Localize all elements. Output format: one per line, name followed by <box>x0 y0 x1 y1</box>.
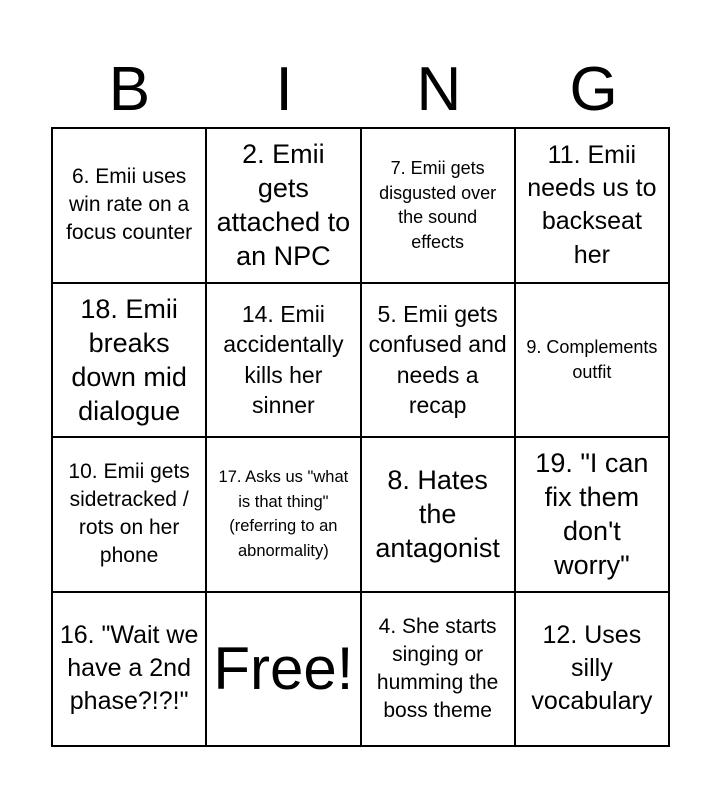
bingo-cell-r3c4[interactable] <box>515 437 669 592</box>
cell-text: 11. Emii needs us to backseat her <box>527 140 657 269</box>
cell-text: 12. Uses silly vocabulary <box>531 620 653 716</box>
bingo-header <box>52 52 671 128</box>
cell-text: 17. Asks us "what is that thing" (referring to an abnormality) <box>218 468 349 560</box>
bingo-cell-r4c3[interactable] <box>361 592 515 747</box>
bingo-cell-r1c2[interactable] <box>206 128 360 283</box>
cell-text: 6. Emii uses win rate on a focus counter <box>66 165 193 245</box>
cell-text: 7. Emii gets disgusted over the sound effects <box>379 158 497 252</box>
cell-text: 8. Hates the antagonist <box>375 465 500 564</box>
bingo-cell-r4c1[interactable] <box>52 592 206 747</box>
bingo-cell-r3c2[interactable] <box>206 437 360 592</box>
cell-text: 14. Emii accidentally kills her sinner <box>223 301 344 419</box>
cell-text: 9. Complements outfit <box>526 337 658 382</box>
header-letter-g: G <box>569 55 618 124</box>
cell-text: 10. Emii gets sidetracked / rots on her phone <box>68 460 190 568</box>
bingo-cell-r2c2[interactable] <box>206 283 360 438</box>
bingo-cell-r2c1[interactable] <box>52 283 206 438</box>
bingo-cell-r3c1[interactable] <box>52 437 206 592</box>
bingo-cell-r3c3[interactable] <box>361 437 515 592</box>
bingo-card-grid <box>51 127 670 747</box>
cell-text: 19. "I can fix them don't worry" <box>535 448 649 581</box>
bingo-cell-r1c3[interactable] <box>361 128 515 283</box>
bingo-cell-r1c4[interactable] <box>515 128 669 283</box>
bingo-cell-r2c3[interactable] <box>361 283 515 438</box>
bingo-cell-r4c4[interactable] <box>515 592 669 747</box>
bingo-cell-free[interactable] <box>206 592 360 747</box>
cell-text: 5. Emii gets confused and needs a recap <box>368 301 507 419</box>
cell-text: 18. Emii breaks down mid dialogue <box>71 293 187 426</box>
bingo-cell-r2c4[interactable] <box>515 283 669 438</box>
header-letter-n: N <box>416 55 462 124</box>
free-space-text: Free! <box>213 634 354 702</box>
header-letter-i: I <box>275 55 293 124</box>
bingo-cell-r1c1[interactable] <box>52 128 206 283</box>
cell-text: 4. She starts singing or humming the boss theme <box>376 614 499 722</box>
cell-text: 16. "Wait we have a 2nd phase?!?!" <box>59 620 199 716</box>
cell-text: 2. Emii gets attached to an NPC <box>216 139 351 272</box>
header-letter-b: B <box>108 55 151 124</box>
